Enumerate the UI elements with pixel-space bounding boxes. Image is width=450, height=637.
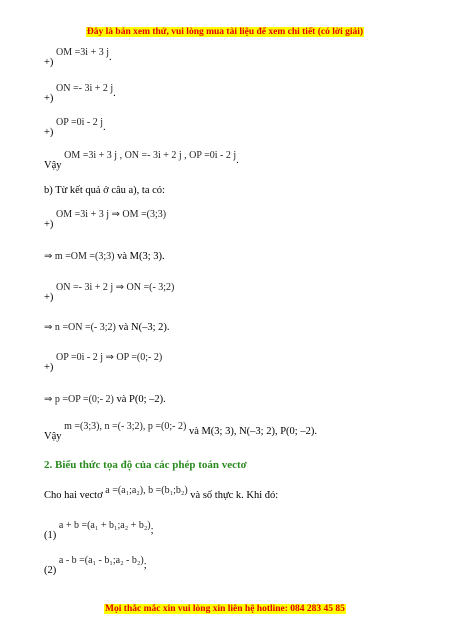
line-prefix: Vậy xyxy=(44,160,62,171)
line-om xyxy=(44,47,112,68)
formula-label: (2) xyxy=(44,565,57,576)
line-suffix: và N(–3; 2). xyxy=(115,322,170,333)
hotline-banner xyxy=(0,604,450,614)
line-on xyxy=(44,83,116,104)
line-m-vector xyxy=(44,251,165,262)
line-suffix: . xyxy=(236,155,239,166)
part-b-intro xyxy=(44,185,165,196)
math-expression: ⇒ p =OP =(0;- 2) xyxy=(44,394,114,405)
math-expression: ON =- 3i + 2 j ⇒ ON =(- 3;2) xyxy=(56,282,175,293)
line-suffix: và P(0; –2). xyxy=(113,394,166,405)
math-expression: ⇒ m =OM =(3;3) xyxy=(44,251,115,262)
line-prefix: +) xyxy=(44,127,54,138)
formula-label: (1) xyxy=(44,530,57,541)
math-expression: OM =3i + 3 j , ON =- 3i + 2 j , OP =0i - 2 j xyxy=(64,150,237,161)
math-expression: OM =3i + 3 j xyxy=(56,47,109,58)
line-prefix: Vậy xyxy=(44,431,62,442)
line-suffix: và M(3; 3). xyxy=(114,251,165,262)
math-expression: a - b =(a₁ - b₁;a₂ - b₂) xyxy=(58,555,144,566)
math-expression: ON =- 3i + 2 j xyxy=(56,83,114,94)
line-prefix: +) xyxy=(44,292,54,303)
formula-1 xyxy=(44,520,154,541)
line-suffix: . xyxy=(113,88,116,99)
math-expression: OP =0i - 2 j xyxy=(56,117,103,128)
line-op-coords xyxy=(44,352,163,373)
line-prefix: +) xyxy=(44,219,54,230)
hotline-text: Mọi thắc mắc xin vui lòng xin liên hệ hotline: 084 283 45 85 xyxy=(105,604,345,614)
formula-2 xyxy=(44,555,147,576)
paragraph-text: b) Từ kết quả ở câu a), ta có: xyxy=(44,185,165,196)
line-on-coords xyxy=(44,282,175,303)
math-expression: a =(a₁;a₂), b =(b₁;b₂) xyxy=(105,485,188,496)
preview-notice-banner xyxy=(0,27,450,37)
line-suffix: ; xyxy=(143,560,147,571)
math-expression: OP =0i - 2 j ⇒ OP =(0;- 2) xyxy=(56,352,163,363)
line-suffix: . xyxy=(109,52,112,63)
line-conclusion-a xyxy=(44,150,239,171)
section-heading: 2. Biểu thức tọa độ của các phép toán vectơ xyxy=(44,459,247,471)
line-op xyxy=(44,117,106,138)
math-expression: ⇒ n =ON =(- 3;2) xyxy=(44,322,116,333)
preview-notice-text: Đây là bản xem thử, vui lòng mua tài liệu để xem chi tiết (có lời giải) xyxy=(86,27,364,37)
line-suffix: ; xyxy=(150,525,154,536)
intro-text: Cho hai vectơ xyxy=(44,490,103,501)
intro-text-after: và số thực k. Khi đó: xyxy=(187,490,279,501)
line-suffix: . xyxy=(103,122,106,133)
math-expression: a + b =(a₁ + b₁;a₂ + b₂) xyxy=(58,520,151,531)
line-n-vector xyxy=(44,322,170,333)
line-conclusion-b xyxy=(44,421,317,442)
line-p-vector xyxy=(44,394,166,405)
math-expression: OM =3i + 3 j ⇒ OM =(3;3) xyxy=(56,209,167,220)
line-prefix: +) xyxy=(44,362,54,373)
line-prefix: +) xyxy=(44,57,54,68)
intro-line xyxy=(44,485,279,501)
line-om-coords xyxy=(44,209,167,230)
line-suffix: và M(3; 3), N(–3; 2), P(0; –2). xyxy=(186,426,317,437)
math-expression: m =(3;3), n =(- 3;2), p =(0;- 2) xyxy=(64,421,187,432)
line-prefix: +) xyxy=(44,93,54,104)
